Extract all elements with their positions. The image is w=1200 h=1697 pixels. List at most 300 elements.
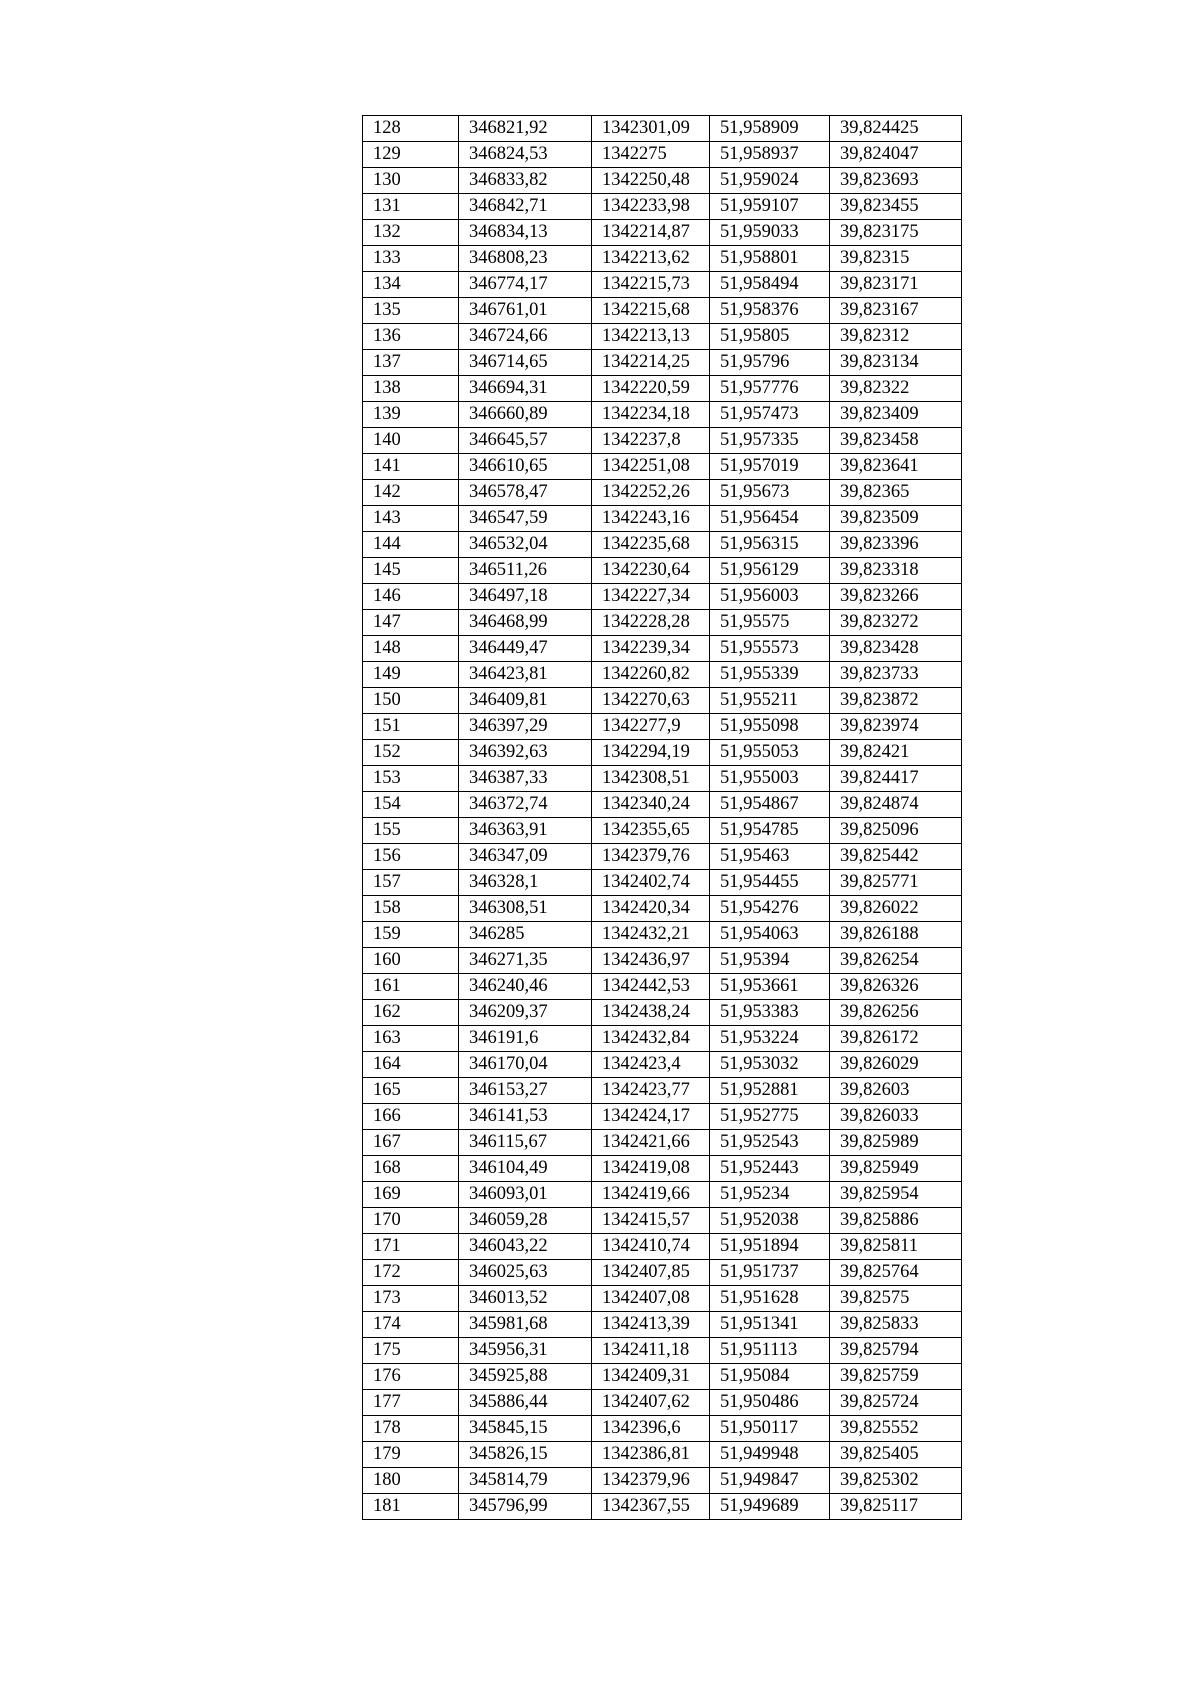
y-coordinate-cell: 1342413,39 [592, 1312, 710, 1338]
point-number-cell: 130 [363, 168, 459, 194]
point-number-cell: 156 [363, 844, 459, 870]
point-number-cell: 177 [363, 1390, 459, 1416]
point-number-cell: 143 [363, 506, 459, 532]
table-row [363, 1182, 962, 1208]
x-coordinate-cell: 346714,65 [459, 350, 592, 376]
table-row [363, 428, 962, 454]
latitude-cell: 51,955003 [710, 766, 830, 792]
point-number-cell: 159 [363, 922, 459, 948]
table-row [363, 220, 962, 246]
y-coordinate-cell: 1342423,4 [592, 1052, 710, 1078]
latitude-cell: 51,950117 [710, 1416, 830, 1442]
table-row [363, 168, 962, 194]
x-coordinate-cell: 346153,27 [459, 1078, 592, 1104]
y-coordinate-cell: 1342230,64 [592, 558, 710, 584]
x-coordinate-cell: 346660,89 [459, 402, 592, 428]
y-coordinate-cell: 1342432,21 [592, 922, 710, 948]
longitude-cell: 39,825724 [830, 1390, 962, 1416]
y-coordinate-cell: 1342235,68 [592, 532, 710, 558]
latitude-cell: 51,956003 [710, 584, 830, 610]
x-coordinate-cell: 346271,35 [459, 948, 592, 974]
point-number-cell: 136 [363, 324, 459, 350]
longitude-cell: 39,823693 [830, 168, 962, 194]
longitude-cell: 39,823396 [830, 532, 962, 558]
longitude-cell: 39,82312 [830, 324, 962, 350]
longitude-cell: 39,825096 [830, 818, 962, 844]
y-coordinate-cell: 1342407,08 [592, 1286, 710, 1312]
y-coordinate-cell: 1342410,74 [592, 1234, 710, 1260]
point-number-cell: 178 [363, 1416, 459, 1442]
latitude-cell: 51,951737 [710, 1260, 830, 1286]
y-coordinate-cell: 1342233,98 [592, 194, 710, 220]
x-coordinate-cell: 346610,65 [459, 454, 592, 480]
x-coordinate-cell: 346724,66 [459, 324, 592, 350]
x-coordinate-cell: 346392,63 [459, 740, 592, 766]
table-row [363, 1468, 962, 1494]
y-coordinate-cell: 1342407,85 [592, 1260, 710, 1286]
point-number-cell: 148 [363, 636, 459, 662]
point-number-cell: 145 [363, 558, 459, 584]
table-row [363, 298, 962, 324]
longitude-cell: 39,823733 [830, 662, 962, 688]
longitude-cell: 39,824047 [830, 142, 962, 168]
latitude-cell: 51,954867 [710, 792, 830, 818]
x-coordinate-cell: 346285 [459, 922, 592, 948]
longitude-cell: 39,826172 [830, 1026, 962, 1052]
x-coordinate-cell: 346115,67 [459, 1130, 592, 1156]
latitude-cell: 51,952443 [710, 1156, 830, 1182]
x-coordinate-cell: 346423,81 [459, 662, 592, 688]
longitude-cell: 39,825833 [830, 1312, 962, 1338]
table-row [363, 610, 962, 636]
y-coordinate-cell: 1342215,73 [592, 272, 710, 298]
y-coordinate-cell: 1342270,63 [592, 688, 710, 714]
y-coordinate-cell: 1342250,48 [592, 168, 710, 194]
table-row [363, 1364, 962, 1390]
x-coordinate-cell: 346578,47 [459, 480, 592, 506]
latitude-cell: 51,95805 [710, 324, 830, 350]
y-coordinate-cell: 1342308,51 [592, 766, 710, 792]
table-row [363, 246, 962, 272]
table-row [363, 662, 962, 688]
longitude-cell: 39,823171 [830, 272, 962, 298]
latitude-cell: 51,957019 [710, 454, 830, 480]
x-coordinate-cell: 346833,82 [459, 168, 592, 194]
latitude-cell: 51,955573 [710, 636, 830, 662]
latitude-cell: 51,951628 [710, 1286, 830, 1312]
longitude-cell: 39,823266 [830, 584, 962, 610]
table-row [363, 506, 962, 532]
point-number-cell: 137 [363, 350, 459, 376]
latitude-cell: 51,949847 [710, 1468, 830, 1494]
x-coordinate-cell: 346372,74 [459, 792, 592, 818]
longitude-cell: 39,825117 [830, 1494, 962, 1520]
point-number-cell: 166 [363, 1104, 459, 1130]
latitude-cell: 51,951341 [710, 1312, 830, 1338]
longitude-cell: 39,826254 [830, 948, 962, 974]
x-coordinate-cell: 346093,01 [459, 1182, 592, 1208]
table-row [363, 792, 962, 818]
x-coordinate-cell: 346449,47 [459, 636, 592, 662]
latitude-cell: 51,949948 [710, 1442, 830, 1468]
table-row [363, 584, 962, 610]
table-row [363, 1416, 962, 1442]
x-coordinate-cell: 346328,1 [459, 870, 592, 896]
x-coordinate-cell: 346645,57 [459, 428, 592, 454]
x-coordinate-cell: 346761,01 [459, 298, 592, 324]
longitude-cell: 39,826256 [830, 1000, 962, 1026]
y-coordinate-cell: 1342396,6 [592, 1416, 710, 1442]
table-row [363, 376, 962, 402]
longitude-cell: 39,826033 [830, 1104, 962, 1130]
point-number-cell: 133 [363, 246, 459, 272]
table-row [363, 1234, 962, 1260]
latitude-cell: 51,95234 [710, 1182, 830, 1208]
longitude-cell: 39,823409 [830, 402, 962, 428]
x-coordinate-cell: 346821,92 [459, 116, 592, 142]
latitude-cell: 51,951894 [710, 1234, 830, 1260]
table-row [363, 1286, 962, 1312]
point-number-cell: 170 [363, 1208, 459, 1234]
longitude-cell: 39,823272 [830, 610, 962, 636]
latitude-cell: 51,953224 [710, 1026, 830, 1052]
y-coordinate-cell: 1342423,77 [592, 1078, 710, 1104]
latitude-cell: 51,958909 [710, 116, 830, 142]
longitude-cell: 39,825759 [830, 1364, 962, 1390]
point-number-cell: 169 [363, 1182, 459, 1208]
point-number-cell: 175 [363, 1338, 459, 1364]
point-number-cell: 181 [363, 1494, 459, 1520]
latitude-cell: 51,954785 [710, 818, 830, 844]
x-coordinate-cell: 345826,15 [459, 1442, 592, 1468]
longitude-cell: 39,823641 [830, 454, 962, 480]
x-coordinate-cell: 346308,51 [459, 896, 592, 922]
y-coordinate-cell: 1342237,8 [592, 428, 710, 454]
point-number-cell: 180 [363, 1468, 459, 1494]
x-coordinate-cell: 346013,52 [459, 1286, 592, 1312]
longitude-cell: 39,825405 [830, 1442, 962, 1468]
x-coordinate-cell: 346532,04 [459, 532, 592, 558]
latitude-cell: 51,959024 [710, 168, 830, 194]
x-coordinate-cell: 346363,91 [459, 818, 592, 844]
point-number-cell: 154 [363, 792, 459, 818]
latitude-cell: 51,952881 [710, 1078, 830, 1104]
longitude-cell: 39,823318 [830, 558, 962, 584]
x-coordinate-cell: 346059,28 [459, 1208, 592, 1234]
point-number-cell: 165 [363, 1078, 459, 1104]
x-coordinate-cell: 346547,59 [459, 506, 592, 532]
point-number-cell: 139 [363, 402, 459, 428]
point-number-cell: 176 [363, 1364, 459, 1390]
table-row [363, 142, 962, 168]
table-row [363, 1156, 962, 1182]
latitude-cell: 51,957335 [710, 428, 830, 454]
longitude-cell: 39,82322 [830, 376, 962, 402]
latitude-cell: 51,959107 [710, 194, 830, 220]
table-row [363, 272, 962, 298]
y-coordinate-cell: 1342234,18 [592, 402, 710, 428]
y-coordinate-cell: 1342215,68 [592, 298, 710, 324]
x-coordinate-cell: 345886,44 [459, 1390, 592, 1416]
longitude-cell: 39,823455 [830, 194, 962, 220]
longitude-cell: 39,82421 [830, 740, 962, 766]
point-number-cell: 160 [363, 948, 459, 974]
table-row [363, 1390, 962, 1416]
point-number-cell: 129 [363, 142, 459, 168]
x-coordinate-cell: 346387,33 [459, 766, 592, 792]
latitude-cell: 51,954455 [710, 870, 830, 896]
x-coordinate-cell: 345845,15 [459, 1416, 592, 1442]
point-number-cell: 167 [363, 1130, 459, 1156]
y-coordinate-cell: 1342214,87 [592, 220, 710, 246]
point-number-cell: 164 [363, 1052, 459, 1078]
longitude-cell: 39,825302 [830, 1468, 962, 1494]
longitude-cell: 39,825811 [830, 1234, 962, 1260]
latitude-cell: 51,958801 [710, 246, 830, 272]
coordinates-table [362, 115, 962, 1520]
y-coordinate-cell: 1342438,24 [592, 1000, 710, 1026]
latitude-cell: 51,958494 [710, 272, 830, 298]
longitude-cell: 39,823974 [830, 714, 962, 740]
coordinates-table-body [363, 116, 962, 1520]
longitude-cell: 39,82315 [830, 246, 962, 272]
latitude-cell: 51,953032 [710, 1052, 830, 1078]
longitude-cell: 39,823175 [830, 220, 962, 246]
table-row [363, 1052, 962, 1078]
point-number-cell: 141 [363, 454, 459, 480]
table-row [363, 454, 962, 480]
latitude-cell: 51,95575 [710, 610, 830, 636]
longitude-cell: 39,825552 [830, 1416, 962, 1442]
y-coordinate-cell: 1342420,34 [592, 896, 710, 922]
point-number-cell: 138 [363, 376, 459, 402]
longitude-cell: 39,825886 [830, 1208, 962, 1234]
y-coordinate-cell: 1342260,82 [592, 662, 710, 688]
point-number-cell: 172 [363, 1260, 459, 1286]
x-coordinate-cell: 346834,13 [459, 220, 592, 246]
point-number-cell: 151 [363, 714, 459, 740]
longitude-cell: 39,82575 [830, 1286, 962, 1312]
longitude-cell: 39,825954 [830, 1182, 962, 1208]
point-number-cell: 146 [363, 584, 459, 610]
table-row [363, 948, 962, 974]
point-number-cell: 163 [363, 1026, 459, 1052]
point-number-cell: 173 [363, 1286, 459, 1312]
longitude-cell: 39,825764 [830, 1260, 962, 1286]
y-coordinate-cell: 1342442,53 [592, 974, 710, 1000]
table-row [363, 558, 962, 584]
longitude-cell: 39,824425 [830, 116, 962, 142]
latitude-cell: 51,95394 [710, 948, 830, 974]
longitude-cell: 39,824417 [830, 766, 962, 792]
table-row [363, 116, 962, 142]
x-coordinate-cell: 345981,68 [459, 1312, 592, 1338]
point-number-cell: 155 [363, 818, 459, 844]
latitude-cell: 51,95796 [710, 350, 830, 376]
point-number-cell: 128 [363, 116, 459, 142]
x-coordinate-cell: 345814,79 [459, 1468, 592, 1494]
point-number-cell: 152 [363, 740, 459, 766]
y-coordinate-cell: 1342432,84 [592, 1026, 710, 1052]
latitude-cell: 51,957473 [710, 402, 830, 428]
latitude-cell: 51,952038 [710, 1208, 830, 1234]
x-coordinate-cell: 346511,26 [459, 558, 592, 584]
table-row [363, 480, 962, 506]
latitude-cell: 51,95673 [710, 480, 830, 506]
table-row [363, 1338, 962, 1364]
table-row [363, 194, 962, 220]
longitude-cell: 39,823428 [830, 636, 962, 662]
x-coordinate-cell: 346170,04 [459, 1052, 592, 1078]
latitude-cell: 51,958937 [710, 142, 830, 168]
latitude-cell: 51,957776 [710, 376, 830, 402]
table-row [363, 402, 962, 428]
latitude-cell: 51,95463 [710, 844, 830, 870]
y-coordinate-cell: 1342367,55 [592, 1494, 710, 1520]
latitude-cell: 51,951113 [710, 1338, 830, 1364]
longitude-cell: 39,824874 [830, 792, 962, 818]
x-coordinate-cell: 346808,23 [459, 246, 592, 272]
table-row [363, 740, 962, 766]
y-coordinate-cell: 1342213,13 [592, 324, 710, 350]
x-coordinate-cell: 346397,29 [459, 714, 592, 740]
table-row [363, 1442, 962, 1468]
latitude-cell: 51,949689 [710, 1494, 830, 1520]
table-row [363, 1494, 962, 1520]
x-coordinate-cell: 346468,99 [459, 610, 592, 636]
latitude-cell: 51,950486 [710, 1390, 830, 1416]
longitude-cell: 39,823872 [830, 688, 962, 714]
x-coordinate-cell: 345796,99 [459, 1494, 592, 1520]
latitude-cell: 51,956454 [710, 506, 830, 532]
latitude-cell: 51,955098 [710, 714, 830, 740]
x-coordinate-cell: 346191,6 [459, 1026, 592, 1052]
longitude-cell: 39,825989 [830, 1130, 962, 1156]
y-coordinate-cell: 1342411,18 [592, 1338, 710, 1364]
x-coordinate-cell: 346240,46 [459, 974, 592, 1000]
point-number-cell: 158 [363, 896, 459, 922]
y-coordinate-cell: 1342227,34 [592, 584, 710, 610]
table-row [363, 636, 962, 662]
point-number-cell: 140 [363, 428, 459, 454]
point-number-cell: 168 [363, 1156, 459, 1182]
y-coordinate-cell: 1342419,08 [592, 1156, 710, 1182]
table-row [363, 1000, 962, 1026]
table-row [363, 1208, 962, 1234]
x-coordinate-cell: 346043,22 [459, 1234, 592, 1260]
y-coordinate-cell: 1342424,17 [592, 1104, 710, 1130]
x-coordinate-cell: 346347,09 [459, 844, 592, 870]
table-row [363, 1130, 962, 1156]
table-row [363, 714, 962, 740]
longitude-cell: 39,826188 [830, 922, 962, 948]
x-coordinate-cell: 346409,81 [459, 688, 592, 714]
y-coordinate-cell: 1342251,08 [592, 454, 710, 480]
table-row [363, 532, 962, 558]
y-coordinate-cell: 1342243,16 [592, 506, 710, 532]
longitude-cell: 39,823458 [830, 428, 962, 454]
longitude-cell: 39,82603 [830, 1078, 962, 1104]
latitude-cell: 51,952543 [710, 1130, 830, 1156]
table-row [363, 1078, 962, 1104]
latitude-cell: 51,952775 [710, 1104, 830, 1130]
x-coordinate-cell: 345956,31 [459, 1338, 592, 1364]
table-row [363, 896, 962, 922]
point-number-cell: 150 [363, 688, 459, 714]
point-number-cell: 174 [363, 1312, 459, 1338]
point-number-cell: 142 [363, 480, 459, 506]
y-coordinate-cell: 1342355,65 [592, 818, 710, 844]
y-coordinate-cell: 1342213,62 [592, 246, 710, 272]
latitude-cell: 51,954063 [710, 922, 830, 948]
point-number-cell: 171 [363, 1234, 459, 1260]
latitude-cell: 51,959033 [710, 220, 830, 246]
x-coordinate-cell: 346104,49 [459, 1156, 592, 1182]
x-coordinate-cell: 346774,17 [459, 272, 592, 298]
point-number-cell: 162 [363, 1000, 459, 1026]
x-coordinate-cell: 346209,37 [459, 1000, 592, 1026]
point-number-cell: 157 [363, 870, 459, 896]
table-row [363, 1026, 962, 1052]
x-coordinate-cell: 346842,71 [459, 194, 592, 220]
y-coordinate-cell: 1342294,19 [592, 740, 710, 766]
y-coordinate-cell: 1342419,66 [592, 1182, 710, 1208]
y-coordinate-cell: 1342386,81 [592, 1442, 710, 1468]
y-coordinate-cell: 1342409,31 [592, 1364, 710, 1390]
longitude-cell: 39,823509 [830, 506, 962, 532]
longitude-cell: 39,825442 [830, 844, 962, 870]
y-coordinate-cell: 1342301,09 [592, 116, 710, 142]
longitude-cell: 39,826326 [830, 974, 962, 1000]
latitude-cell: 51,955339 [710, 662, 830, 688]
longitude-cell: 39,82365 [830, 480, 962, 506]
latitude-cell: 51,956129 [710, 558, 830, 584]
y-coordinate-cell: 1342214,25 [592, 350, 710, 376]
latitude-cell: 51,955211 [710, 688, 830, 714]
table-row [363, 974, 962, 1000]
y-coordinate-cell: 1342228,28 [592, 610, 710, 636]
y-coordinate-cell: 1342340,24 [592, 792, 710, 818]
y-coordinate-cell: 1342379,76 [592, 844, 710, 870]
x-coordinate-cell: 346694,31 [459, 376, 592, 402]
table-row [363, 818, 962, 844]
y-coordinate-cell: 1342239,34 [592, 636, 710, 662]
latitude-cell: 51,956315 [710, 532, 830, 558]
table-row [363, 844, 962, 870]
point-number-cell: 144 [363, 532, 459, 558]
longitude-cell: 39,823167 [830, 298, 962, 324]
point-number-cell: 161 [363, 974, 459, 1000]
x-coordinate-cell: 346141,53 [459, 1104, 592, 1130]
latitude-cell: 51,953661 [710, 974, 830, 1000]
longitude-cell: 39,823134 [830, 350, 962, 376]
point-number-cell: 131 [363, 194, 459, 220]
point-number-cell: 134 [363, 272, 459, 298]
latitude-cell: 51,958376 [710, 298, 830, 324]
table-row [363, 1260, 962, 1286]
point-number-cell: 153 [363, 766, 459, 792]
point-number-cell: 132 [363, 220, 459, 246]
longitude-cell: 39,825794 [830, 1338, 962, 1364]
table-row [363, 870, 962, 896]
table-row [363, 324, 962, 350]
longitude-cell: 39,825771 [830, 870, 962, 896]
table-row [363, 1104, 962, 1130]
table-row [363, 688, 962, 714]
longitude-cell: 39,826022 [830, 896, 962, 922]
table-row [363, 1312, 962, 1338]
x-coordinate-cell: 346824,53 [459, 142, 592, 168]
